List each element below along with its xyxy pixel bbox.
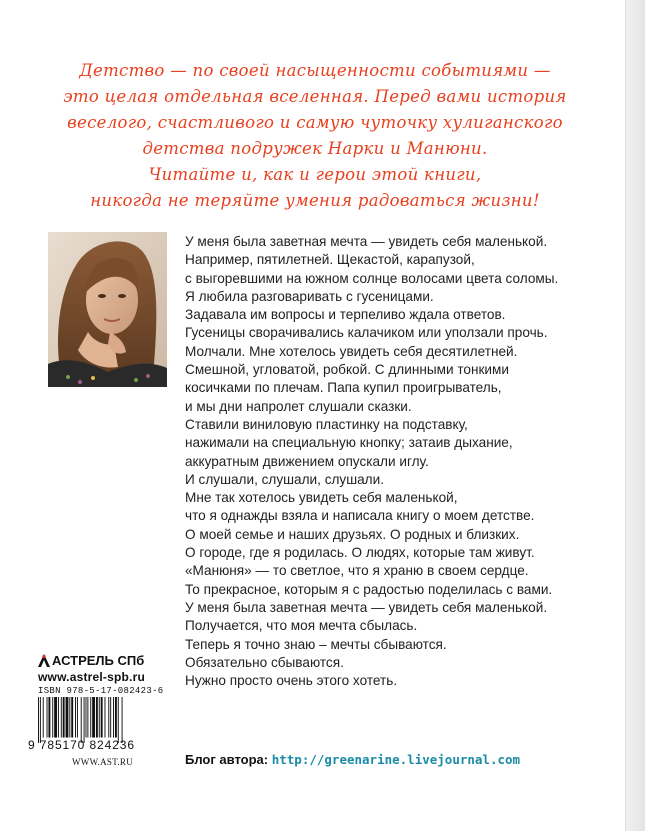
blog-label: Блог автора: (185, 752, 269, 767)
barcode-bar (58, 697, 59, 738)
text-line: Гусеницы сворачивались калачиком или уползали прочь. (185, 325, 548, 341)
barcode-bar (48, 697, 50, 738)
text-line: Например, пятилетней. Щекастой, карапузой, (185, 252, 475, 268)
text-line: Молчали. Мне хотелось увидеть себя десятилетней. (185, 343, 518, 359)
publisher-logo (38, 652, 168, 668)
text-line: Я любила разговаривать с гусеницами. (185, 288, 434, 304)
barcode-bar (52, 697, 53, 738)
barcode-bar (105, 697, 106, 738)
barcode-bar (71, 697, 73, 738)
barcode-bar (43, 697, 44, 738)
barcode-bar (38, 697, 39, 743)
publisher-block (38, 652, 168, 684)
text-line: Нужно просто очень этого хотеть. (185, 673, 398, 689)
text-line: И слушали, слушали, слушали. (185, 471, 384, 487)
barcode-bar (113, 697, 114, 738)
text-line: О моей семье и наших друзьях. О родных и близких. (185, 526, 520, 542)
barcode-bar (87, 697, 88, 738)
barcode-bar (86, 697, 87, 738)
annotation-text (185, 233, 605, 690)
barcode-bar (47, 697, 48, 738)
barcode-bar (90, 697, 91, 738)
text-line: У меня была заветная мечта — увидеть себя маленькой. (185, 599, 548, 615)
cover-quote (30, 58, 600, 214)
barcode-bar (81, 697, 82, 743)
barcode-bar (54, 697, 57, 738)
quote-line: веселого, счастливого и самую чуточку хулиганского (67, 113, 563, 132)
quote-line: Читайте и, как и герои этой книги, (148, 165, 482, 184)
barcode-bar (115, 697, 117, 738)
barcode-bar (69, 697, 70, 738)
barcode-bar (122, 697, 123, 743)
barcode-bar (96, 697, 98, 738)
author-blog (185, 752, 520, 767)
text-line: Теперь я точно знаю – мечты сбываются. (185, 636, 447, 652)
barcode-bar (40, 697, 41, 743)
publisher-url: www.astrel-spb.ru (38, 670, 145, 684)
text-line: нажимали на специальную кнопку; затаив дыхание, (185, 435, 513, 451)
text-line: То прекрасное, которым я с радостью поделилась с вами. (185, 581, 553, 597)
barcode-bar (101, 697, 103, 738)
barcode-bar (84, 697, 85, 743)
author-photo (48, 232, 167, 387)
ast-url: WWW.AST.RU (72, 757, 133, 767)
text-line: «Манюня» — то светлое, что я храню в своем сердце. (185, 563, 529, 579)
barcode-bar (66, 697, 69, 738)
barcode-digits: 9 785170 824236 (28, 738, 135, 752)
text-line: Ставили виниловую пластинку на подставку, (185, 416, 468, 432)
publisher-name: АСТРЕЛЬ СПб (52, 652, 145, 668)
barcode-bar (77, 697, 78, 738)
barcode-bar (63, 697, 65, 738)
quote-line: детства подружек Нарки и Манюни. (142, 139, 488, 158)
quote-line: никогда не теряйте умения радоваться жизни! (90, 191, 540, 210)
text-line: что я однажды взяла и написала книгу о моем детстве. (185, 508, 535, 524)
barcode-bar (110, 697, 111, 738)
text-line: У меня была заветная мечта — увидеть себя маленькой. (185, 234, 548, 249)
text-line: О городе, где я родилась. О людях, которые там живут. (185, 545, 535, 561)
barcode-bar (75, 697, 76, 738)
barcode-bar (99, 697, 100, 738)
barcode-bar (92, 697, 95, 738)
text-line: косичками по плечам. Папа купил проигрыватель, (185, 380, 502, 396)
barcode-bar (118, 697, 119, 743)
text-line: Задавала им вопросы и терпеливо ждала ответов. (185, 307, 506, 323)
blog-link[interactable]: http://greenarine.livejournal.com (271, 752, 521, 767)
text-line: аккуратным движением опускали иглу. (185, 453, 429, 469)
quote-line: Детство — по своей насыщенности событиями — (79, 61, 551, 80)
barcode-bar (61, 697, 62, 738)
quote-line: это целая отдельная вселенная. Перед вами история (63, 87, 567, 106)
text-line: Смешной, угловатой, робкой. С длинными тонкими (185, 362, 509, 378)
text-line: Мне так хотелось увидеть себя маленькой, (185, 490, 458, 506)
spine-edge (625, 0, 645, 831)
text-line: Получается, что моя мечта сбылась. (185, 618, 418, 634)
astrel-logo-icon (38, 654, 50, 667)
text-line: и мы дни напролет слушали сказки. (185, 398, 412, 414)
text-line: с выгоревшими на южном солнце волосами цвета соломы. (185, 270, 559, 286)
barcode (38, 697, 152, 743)
isbn: ISBN 978-5-17-082423-6 (38, 686, 164, 696)
text-line: Обязательно сбываются. (185, 654, 344, 670)
barcode-bar (108, 697, 109, 738)
